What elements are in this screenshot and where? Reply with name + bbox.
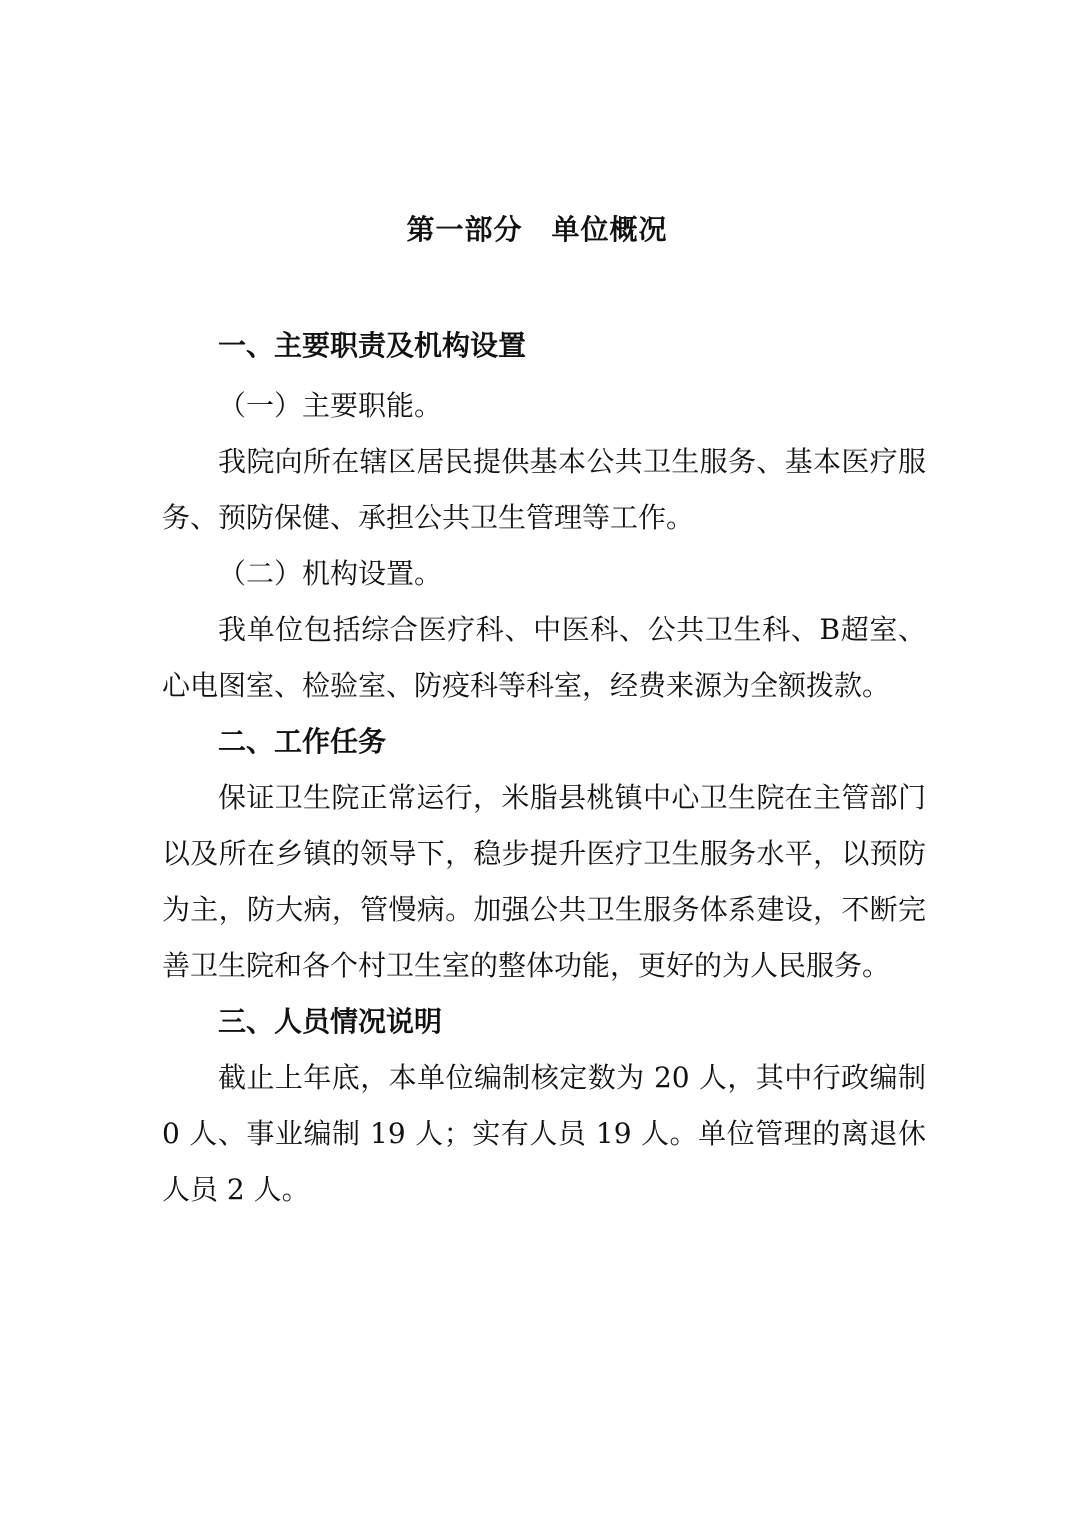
- page-title: 第一部分 单位概况: [406, 213, 668, 246]
- paragraph-organization: 我单位包括综合医疗科、中医科、公共卫生科、B超室、心电图室、检验室、防疫科等科室，经费来源为全额拨款。: [162, 613, 926, 702]
- section-heading-staff: 三、人员情况说明: [218, 1005, 443, 1038]
- document-body: [162, 318, 926, 1218]
- section-heading-duties: 一、主要职责及机构设置: [218, 329, 527, 362]
- paragraph-staff: 截止上年底，本单位编制核定数为 20 人，其中行政编制 0 人、事业编制 19 人；实有人员 19 人。单位管理的离退休人员 2 人。: [162, 1061, 926, 1206]
- section-heading-tasks: 二、工作任务: [218, 725, 387, 758]
- paragraph-main-functions: 我院向所在辖区居民提供基本公共卫生服务、基本医疗服务、预防保健、承担公共卫生管理等工作。: [162, 445, 926, 534]
- paragraph-tasks: 保证卫生院正常运行，米脂县桃镇中心卫生院在主管部门以及所在乡镇的领导下，稳步提升医疗卫生服务水平，以预防为主，防大病，管慢病。加强公共卫生服务体系建设，不断完善卫生院和各个村卫生室的整体功能，更好的为人民服务。: [162, 781, 926, 982]
- subheading-organization: （二）机构设置。: [218, 557, 443, 590]
- subheading-main-functions: （一）主要职能。: [218, 389, 443, 422]
